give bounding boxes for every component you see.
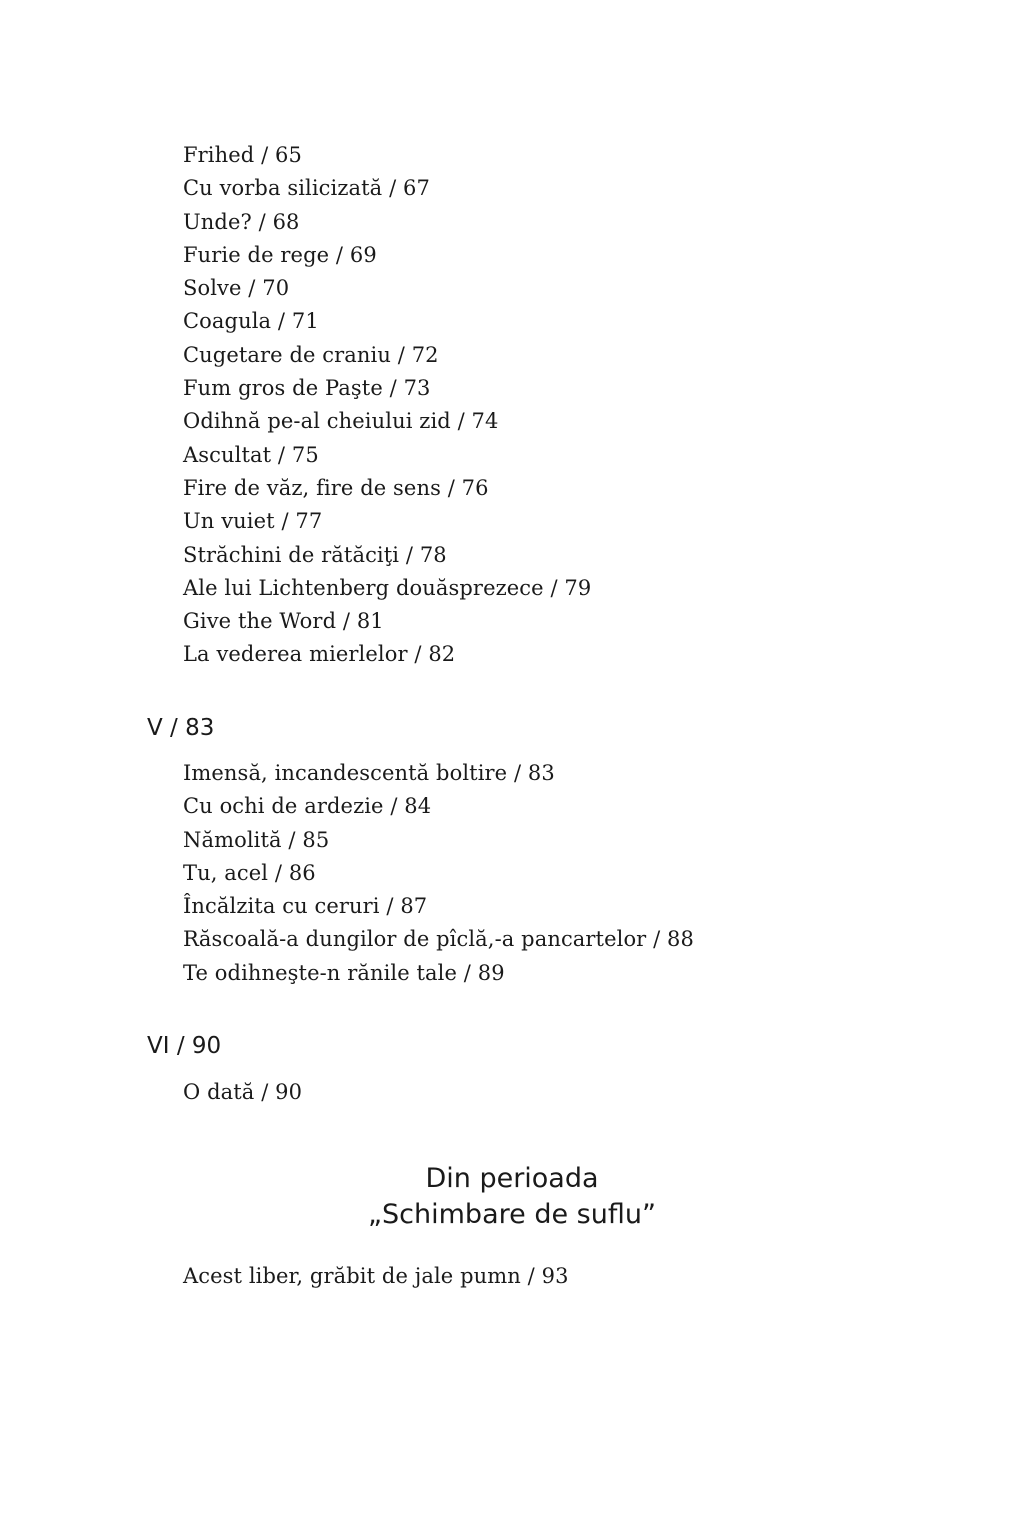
toc-entry: Fire de văz, fire de sens / 76 (183, 475, 489, 500)
toc-entry: Străchini de rătăciţi / 78 (183, 542, 447, 567)
toc-entry: O dată / 90 (183, 1080, 303, 1104)
part-entry-list (183, 1260, 569, 1293)
toc-entry: Tu, acel / 86 (183, 860, 316, 885)
toc-entry: Frihed / 65 (183, 143, 302, 167)
section-iv-entry-list (183, 139, 591, 672)
section-vi-entry-list (183, 1076, 302, 1109)
section-v-entry-list (183, 757, 694, 990)
toc-entry: Cu vorba silicizată / 67 (183, 176, 430, 201)
toc-entry: Coagula / 71 (183, 309, 319, 334)
toc-entry: Încălzita cu ceruri / 87 (183, 894, 428, 919)
part-title (312, 1161, 712, 1233)
part-title-line-2: „Schimbare de suflu” (368, 1199, 656, 1230)
toc-entry: Un vuiet / 77 (183, 509, 323, 534)
part-title-line-1: Din perioada (425, 1163, 599, 1194)
toc-entry: Te odihneşte-n rănile tale / 89 (183, 960, 505, 985)
toc-entry: Răscoală-a dungilor de pîclă,-a pancartelor / 88 (183, 927, 694, 952)
toc-entry: Ale lui Lichtenberg douăsprezece / 79 (183, 575, 592, 600)
toc-entry: Fum gros de Paşte / 73 (183, 376, 431, 401)
toc-entry: Give the Word / 81 (183, 609, 384, 634)
section-vi-heading: VI / 90 (147, 1033, 222, 1059)
toc-entry: Furie de rege / 69 (183, 242, 377, 267)
toc-entry: Cu ochi de ardezie / 84 (183, 794, 432, 819)
toc-entry: Nămolită / 85 (183, 827, 330, 852)
toc-entry: La vederea mierlelor / 82 (183, 642, 456, 667)
toc-entry: Ascultat / 75 (183, 442, 319, 467)
toc-entry: Imensă, incandescentă boltire / 83 (183, 761, 555, 785)
toc-entry: Solve / 70 (183, 276, 290, 301)
toc-entry: Acest liber, grăbit de jale pumn / 93 (183, 1264, 569, 1288)
section-v-heading: V / 83 (147, 715, 215, 741)
toc-entry: Odihnă pe-al cheiului zid / 74 (183, 409, 499, 434)
toc-entry: Cugetare de craniu / 72 (183, 342, 439, 367)
toc-entry: Unde? / 68 (183, 209, 300, 234)
